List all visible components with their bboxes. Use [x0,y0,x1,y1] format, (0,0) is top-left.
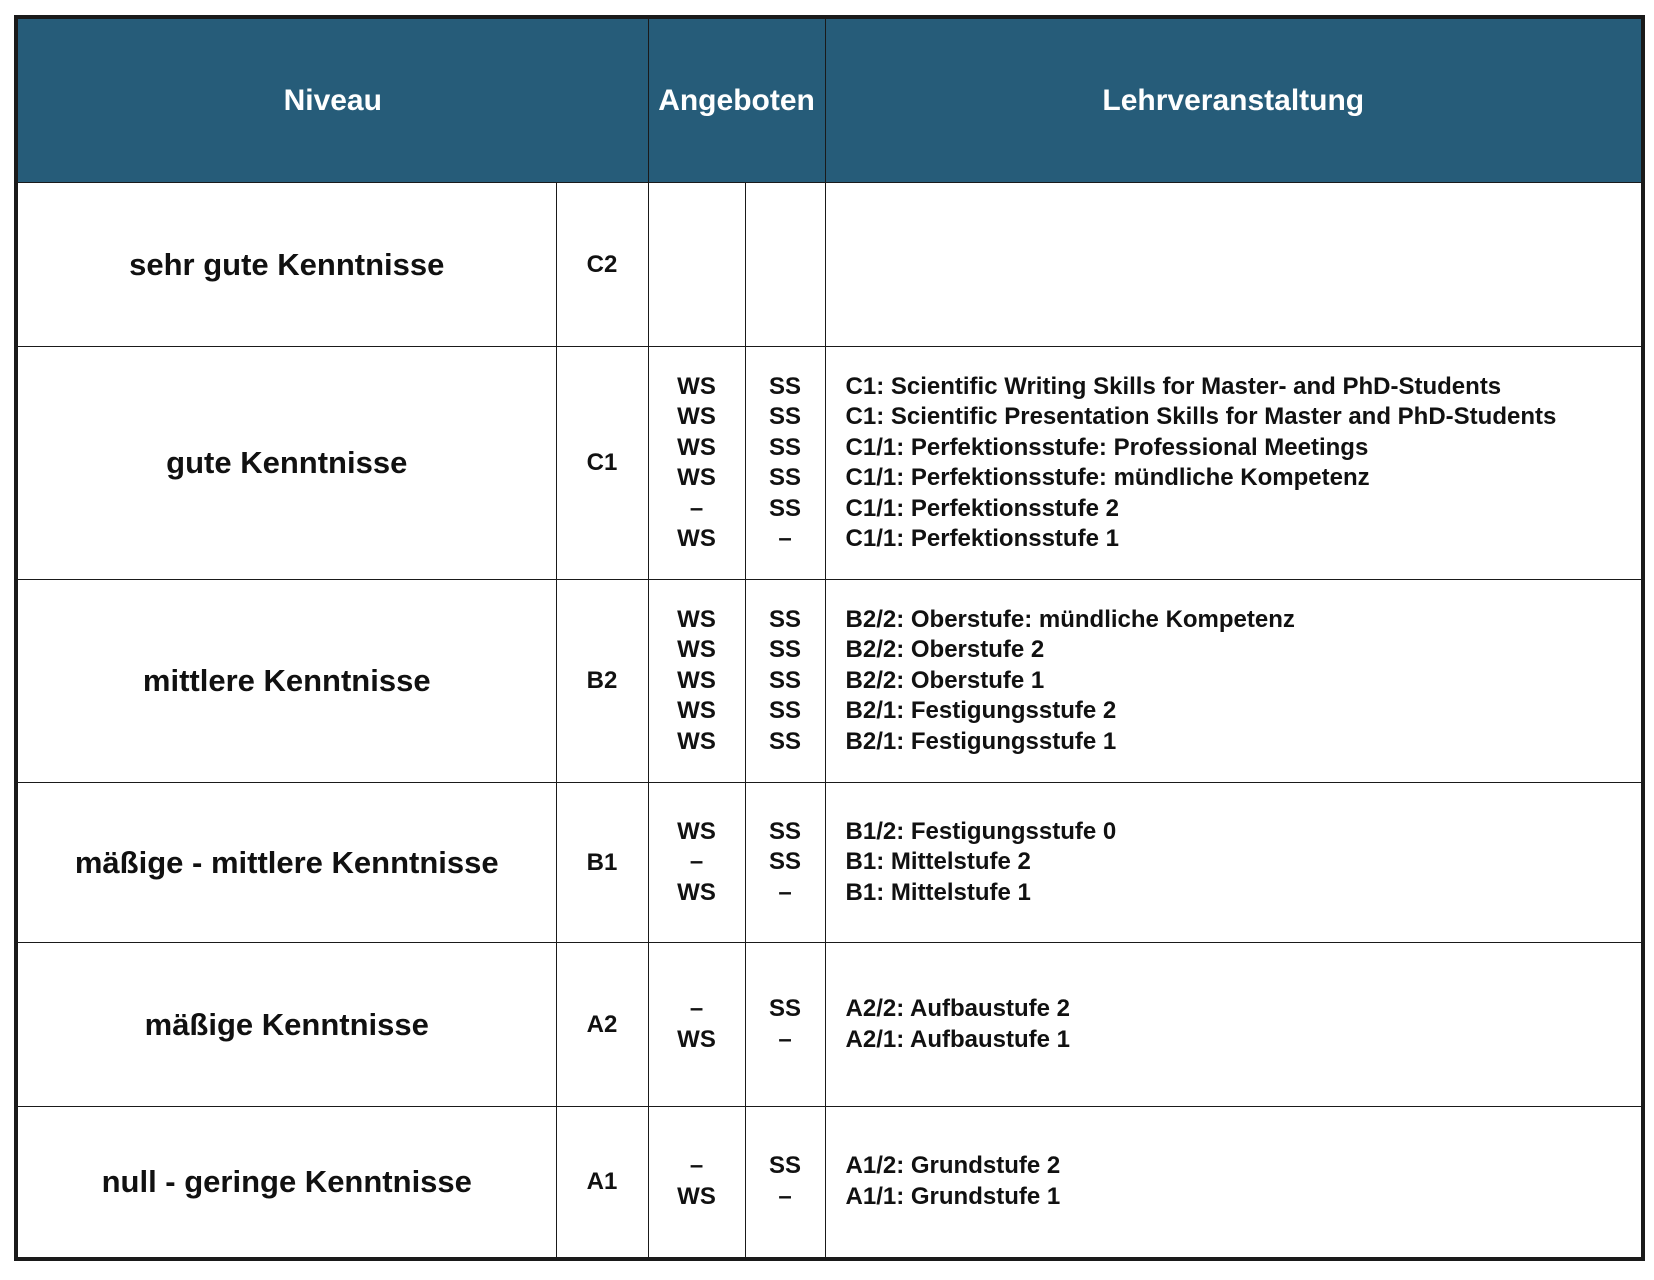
level-name: mittlere Kenntnisse [16,580,556,783]
summer-semester-cell [745,183,825,347]
winter-semester-cell-entry: WS [677,636,716,664]
table-row [16,580,1643,783]
level-code: A2 [556,943,648,1107]
winter-semester-cell-entry: WS [677,433,716,461]
winter-semester-cell-entry: WS [677,525,716,552]
level-name: sehr gute Kenntnisse [16,183,556,347]
course-list-cell-entry: B2/2: Oberstufe 1 [845,666,1045,694]
summer-semester-cell-entry: SS [769,666,802,694]
table-row [16,347,1643,580]
table-row [16,943,1643,1107]
course-level-table [14,15,1645,1261]
summer-semester-cell-entry: SS [769,995,802,1022]
level-code: C1 [556,347,648,580]
summer-semester-cell-entry: SS [769,727,802,755]
summer-semester-cell-entry: SS [769,433,802,461]
summer-semester-cell-entry: – [778,1025,792,1053]
winter-semester-cell-entry: WS [677,372,716,400]
summer-semester-cell [745,1107,825,1259]
summer-semester-cell-entry: SS [769,636,802,664]
header-angeboten: Angeboten [648,17,825,183]
summer-semester-cell-entry: SS [769,1152,802,1180]
course-list-cell-entry: A1/1: Grundstufe 1 [845,1182,1061,1210]
summer-semester-cell [745,580,825,783]
course-list-cell-entry: A1/2: Grundstufe 2 [845,1152,1061,1180]
summer-semester-cell-entry: SS [769,403,802,430]
course-list-cell [825,1107,1643,1259]
course-list-cell [825,783,1643,943]
course-list-cell [825,580,1643,783]
summer-semester-cell-entry: SS [769,605,802,633]
winter-semester-cell-entry: WS [677,878,716,906]
level-code: A1 [556,1107,648,1259]
table-row [16,183,1643,347]
winter-semester-cell [648,783,745,943]
winter-semester-cell [648,1107,745,1259]
course-list-cell-entry: C1/1: Perfektionsstufe: Professional Meetings [845,433,1369,461]
level-code: B1 [556,783,648,943]
summer-semester-cell-entry: SS [769,697,802,725]
course-list-cell-entry: B2/1: Festigungsstufe 1 [845,727,1117,755]
winter-semester-cell [648,183,745,347]
table-row [16,1107,1643,1259]
winter-semester-cell [648,943,745,1107]
header-lehrveranstaltung: Lehrveranstaltung [825,17,1643,183]
winter-semester-cell-entry: – [689,995,704,1022]
table-row [16,783,1643,943]
summer-semester-cell [745,783,825,943]
course-list-cell-entry: B1: Mittelstufe 1 [845,878,1031,906]
winter-semester-cell-entry: WS [677,1025,716,1053]
level-code: C2 [556,183,648,347]
summer-semester-cell-entry: – [778,878,792,906]
summer-semester-cell-entry: – [778,525,792,552]
winter-semester-cell-entry: – [689,848,704,876]
summer-semester-cell-entry: SS [769,494,802,522]
summer-semester-cell [745,347,825,580]
course-list-cell-entry: B2/2: Oberstufe: mündliche Kompetenz [845,605,1295,633]
summer-semester-cell [745,943,825,1107]
level-code: B2 [556,580,648,783]
winter-semester-cell-entry: WS [677,605,716,633]
course-list-cell-entry: C1/1: Perfektionsstufe: mündliche Kompetenz [845,464,1370,491]
level-name: gute Kenntnisse [16,347,556,580]
winter-semester-cell-entry: WS [677,464,716,491]
course-list-cell-entry: B1/2: Festigungsstufe 0 [845,817,1117,845]
winter-semester-cell [648,580,745,783]
winter-semester-cell-entry: WS [677,666,716,694]
level-name: mäßige - mittlere Kenntnisse [16,783,556,943]
summer-semester-cell-entry: SS [769,464,802,491]
table-header-row [16,17,1643,183]
course-list-cell [825,183,1643,347]
level-name: null - geringe Kenntnisse [16,1107,556,1259]
course-list-cell-entry: C1: Scientific Writing Skills for Master- and PhD-Students [845,372,1502,400]
course-list-cell [825,943,1643,1107]
course-list-cell-entry: C1: Scientific Presentation Skills for Master and PhD-Students [845,403,1557,430]
header-niveau: Niveau [16,17,648,183]
winter-semester-cell-entry: WS [677,1182,716,1210]
winter-semester-cell [648,347,745,580]
course-list-cell-entry: B1: Mittelstufe 2 [845,848,1031,876]
course-list-cell-entry: A2/2: Aufbaustufe 2 [845,995,1070,1022]
course-list-cell-entry: C1/1: Perfektionsstufe 1 [845,525,1119,552]
summer-semester-cell-entry: SS [769,372,802,400]
winter-semester-cell-entry: – [689,1152,704,1180]
table-body [16,183,1643,1259]
winter-semester-cell-entry: WS [677,697,716,725]
summer-semester-cell-entry: – [778,1182,792,1210]
winter-semester-cell-entry: – [689,494,704,522]
course-list-cell-entry: B2/1: Festigungsstufe 2 [845,697,1117,725]
course-list-cell [825,347,1643,580]
course-list-cell-entry: B2/2: Oberstufe 2 [845,636,1045,664]
winter-semester-cell-entry: WS [677,817,716,845]
summer-semester-cell-entry: SS [769,817,802,845]
course-list-cell-entry: C1/1: Perfektionsstufe 2 [845,494,1119,522]
winter-semester-cell-entry: WS [677,403,716,430]
course-list-cell-entry: A2/1: Aufbaustufe 1 [845,1025,1070,1053]
summer-semester-cell-entry: SS [769,848,802,876]
winter-semester-cell-entry: WS [677,727,716,755]
level-name: mäßige Kenntnisse [16,943,556,1107]
